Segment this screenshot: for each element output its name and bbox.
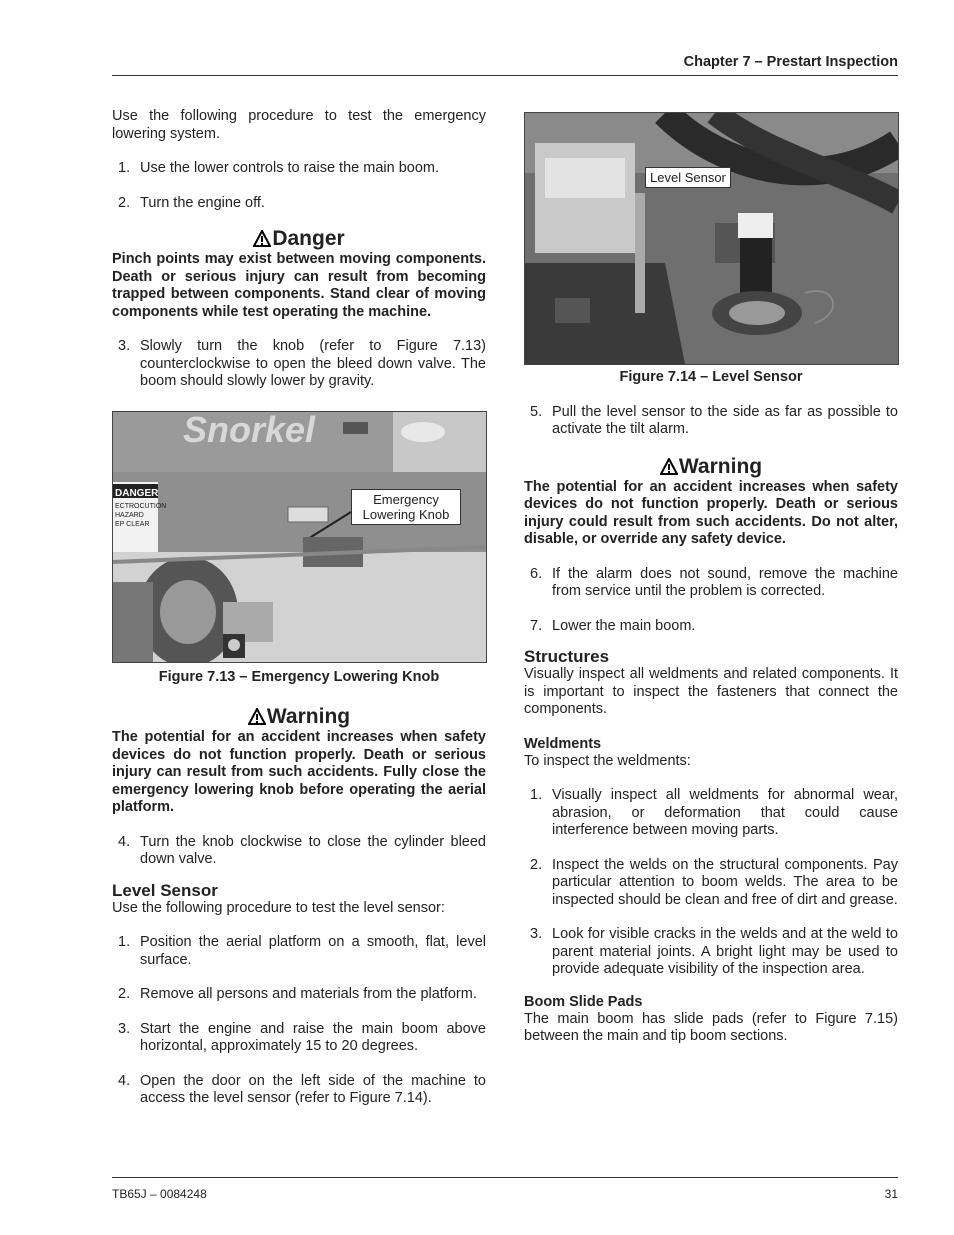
boom-slide-pads-text: The main boom has slide pads (refer to Figure 7.15) between the main and tip boom sections. [524, 1010, 898, 1044]
right-column [524, 112, 898, 1046]
level-sensor-photo [525, 113, 898, 364]
emergency-lowering-knob-callout: Emergency Lowering Knob [351, 489, 461, 525]
warning-triangle-icon [660, 458, 678, 475]
figure-caption: Figure 7.14 – Level Sensor [619, 369, 803, 385]
list-item: 1. Visually inspect all weldments for abnormal wear, abrasion, or deformation that could cause interference between moving parts. [530, 787, 898, 838]
warning-heading: Warning [112, 705, 486, 729]
list-item: 4. Open the door on the left side of the machine to access the level sensor (refer to Figure 7.14). [118, 1072, 486, 1106]
list-item: 3. Slowly turn the knob (refer to Figure 7.13) counterclockwise to open the bleed down valve. The boom should slowly lower by gravity. [118, 338, 486, 389]
boom-slide-pads-heading: Boom Slide Pads [524, 993, 643, 1010]
list-item: 2. Inspect the welds on the structural components. Pay particular attention to boom welds. The area to be inspected should be clean and free of dirt and grease. [530, 856, 898, 908]
danger-heading: Danger [112, 227, 486, 251]
list-item: 6. If the alarm does not sound, remove the machine from service until the problem is corrected. [530, 565, 898, 599]
snorkel-logo-text: Snorkel [183, 411, 316, 450]
warning-triangle-icon [248, 708, 266, 725]
list-item: 1. Position the aerial platform on a smooth, flat, level surface. [118, 934, 486, 968]
figure-level-sensor [524, 112, 899, 365]
figure-emergency-lowering-knob [112, 411, 487, 663]
warning-heading: Warning [524, 455, 898, 479]
list-item: 5. Pull the level sensor to the side as far as possible to activate the tilt alarm. [530, 403, 898, 437]
structures-heading: Structures [524, 647, 610, 666]
list-item: 3. Start the engine and raise the main boom above horizontal, approximately 15 to 20 degrees. [118, 1020, 486, 1054]
list-item: 4. Turn the knob clockwise to close the cylinder bleed down valve. [118, 833, 486, 867]
level-sensor-intro: Use the following procedure to test the level sensor: [112, 899, 445, 916]
list-item: 3. Look for visible cracks in the welds and at the weld to parent material joints. A bright light may be used to provide adequate visibility of the inspection area. [530, 926, 898, 977]
page-number: 31 [884, 1187, 898, 1201]
warning-text: The potential for an accident increases when safety devices do not function properly. Death or serious injury could result from such accidents. Do not alter, disable, or override any safety device. [524, 478, 898, 547]
list-item: 7. Lower the main boom. [530, 617, 696, 634]
decal-label-line: EP CLEAR [115, 520, 150, 528]
weldments-intro: To inspect the weldments: [524, 752, 691, 769]
list-item: 2. Remove all persons and materials from the platform. [118, 986, 477, 1002]
document-id: TB65J – 0084248 [112, 1187, 207, 1201]
decal-label-line: DANGER [115, 487, 159, 499]
weldments-heading: Weldments [524, 735, 602, 752]
warning-triangle-icon [253, 230, 271, 247]
list-item: 1. Use the lower controls to raise the main boom. [118, 160, 439, 176]
left-column [112, 108, 486, 1108]
chapter-title: Chapter 7 – Prestart Inspection [683, 54, 898, 70]
emergency-knob-photo [113, 412, 486, 662]
danger-text: Pinch points may exist between moving components. Death or serious injury can result from becoming trapped between components. Stand clear of moving components while test operating the machine. [112, 251, 486, 320]
decal-label-line: HAZARD [115, 511, 144, 519]
level-sensor-heading: Level Sensor [112, 880, 218, 900]
list-item: 2. Turn the engine off. [118, 194, 265, 211]
structures-intro: Visually inspect all weldments and related components. It is important to inspect the fasteners that connect the components. [524, 666, 898, 717]
level-sensor-callout: Level Sensor [645, 167, 731, 188]
warning-text: The potential for an accident increases when safety devices do not function properly. Death or serious injury can result from such accidents. Fully close the emergency lowering knob before operating the aerial platform. [112, 729, 486, 815]
decal-label-line: ECTROCUTION [115, 502, 167, 510]
intro-paragraph: Use the following procedure to test the emergency lowering system. [112, 108, 486, 142]
page-header [112, 53, 898, 76]
figure-caption: Figure 7.13 – Emergency Lowering Knob [158, 668, 440, 685]
page-footer [112, 1177, 898, 1201]
